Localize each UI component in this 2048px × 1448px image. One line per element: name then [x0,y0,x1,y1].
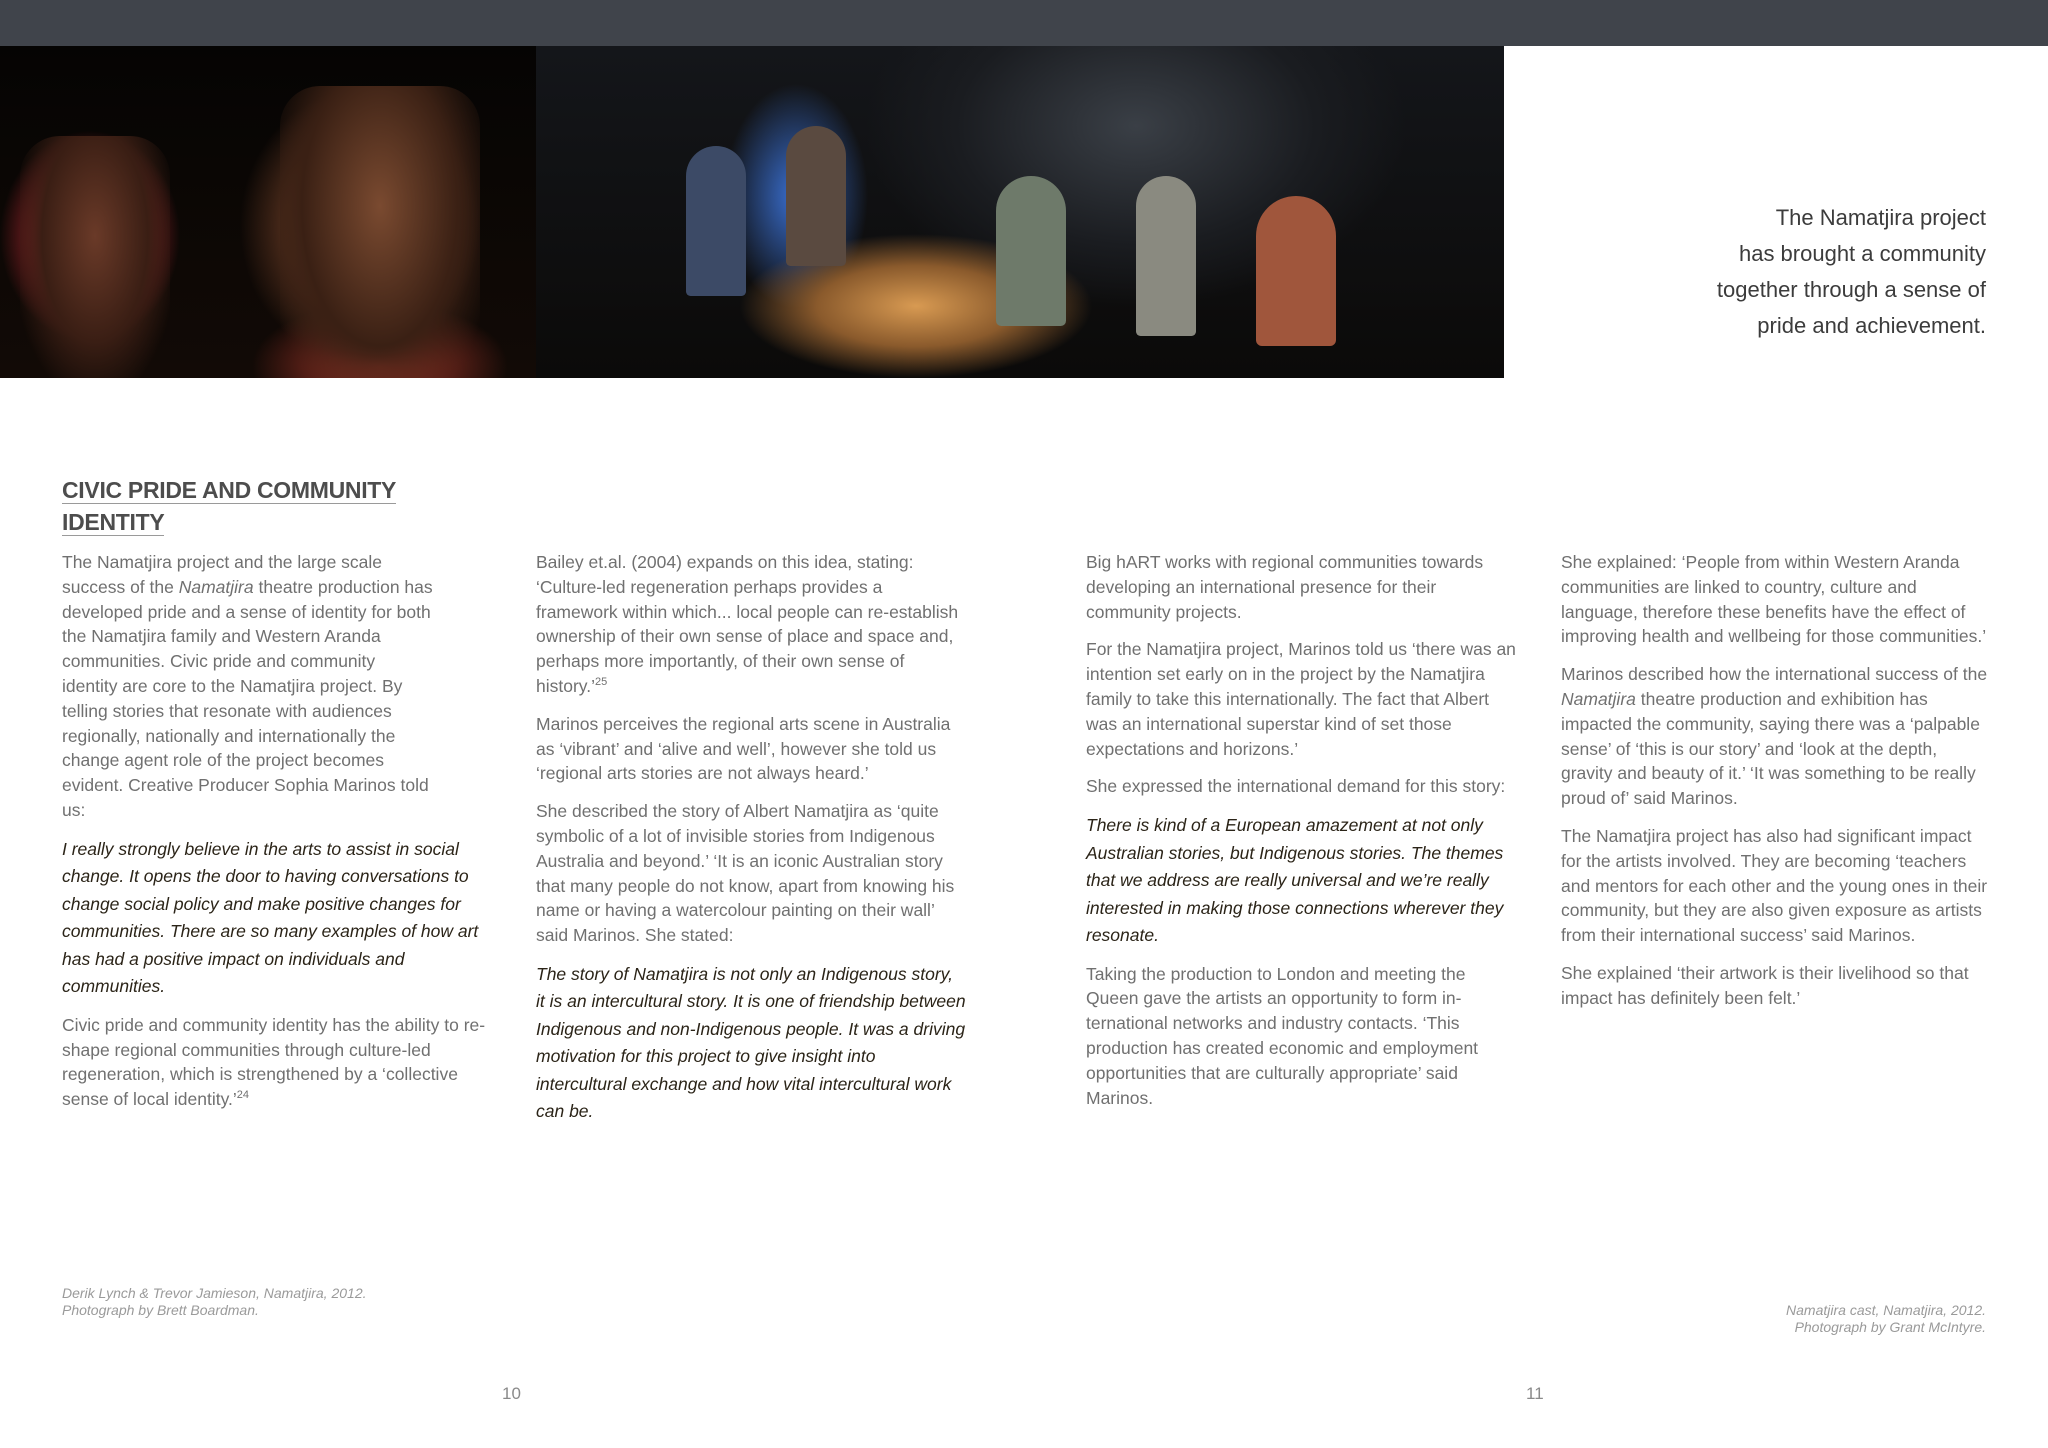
caption-line: Derik Lynch & Trevor Jamieson, Namatjira, 2012. [62,1285,367,1301]
caption-line: Namatjira cast, Namatjira, 2012. [1786,1302,1986,1318]
pull-quote-line: The Namatjira project [1775,205,1986,230]
text-run: theatre production and exhibition has impacted the community, saying there was a ‘palpable sense’ of ‘this is our story’ and ‘look at the depth, gravity and beauty of it.’ ‘It was something to be really proud of’ said Marinos. [1561,688,1980,809]
footnote-ref: 24 [236,1089,250,1102]
figure-cast-1 [686,146,746,296]
column-3 [1086,550,1518,1123]
quote-namatjira-story: The story of Namatjira is not only an Indigenous story, it is an intercultural story. It is one of friendship between Indigenous and non-Indigenous people. It was a driving motivation for this project to give insight into intercultural exchange and how vital intercultural work can be. [536,963,966,1122]
section-title-line: IDENTITY [62,509,165,535]
paragraph [62,550,434,823]
page-number-left: 10 [502,1384,521,1403]
text-run: Bailey et.al. (2004) expands on this idea, stating: ‘Culture-led regeneration perhaps provides a framework within which... local people can re-establish ownership of their own sense of place and space and, perhaps more importantly, of their own sense of history.’ [536,552,959,696]
paragraph: Big hART works with regional communities towards developing an international presence for their community projects. [1086,552,1484,622]
paragraph [536,550,966,699]
pull-quote-line: pride and achievement. [1757,313,1986,338]
figure-woman-headscarf [20,136,170,378]
figure-cast-3 [996,176,1066,326]
top-bar [0,0,2048,46]
paragraph [1561,662,1991,811]
pull-quote-line: has brought a community [1738,241,1986,266]
text-run: The Namatjira project and the large scale success of the [62,552,383,597]
figure-cast-5 [1256,196,1336,346]
paragraph [62,1013,494,1112]
pull-quote-line: together through a sense of [1716,277,1986,302]
paragraph: She described the story of Albert Namatjira as ‘quite symbolic of a lot of invisible stories from Indigenous Australia and beyond.’ ‘It is an iconic Australian story that many people do not know, apart from knowing his name or having a watercolour painting on their wall’ said Marinos. She stated: [536,801,955,946]
text-run: Marinos described how the international success of the [1561,664,1988,685]
figure-cast-2 [786,126,846,266]
caption-line: Photograph by Brett Boardman. [62,1302,259,1318]
text-run: Civic pride and community identity has the ability to re-shape regional communities through culture-led regeneration, which is strengthened by a ‘collective sense of local identity.’ [62,1014,486,1110]
photo-caption-right [1566,1302,1986,1336]
figure-bearded-man [280,86,480,378]
footnote-ref: 25 [595,676,608,689]
quote-marinos: I really strongly believe in the arts to assist in social change. It opens the door to having conversations to change social policy and make positive changes for communities. There are so many examples of how art has had a positive impact on individuals and communities. [62,838,479,997]
paragraph: The Namatjira project has also had significant impact for the artists involved. They are becoming ‘teachers and mentors for each other and the young ones in their community, but they are also given exposure as artists from their international success’ said Marinos. [1561,825,1988,946]
photo-strip [0,46,1504,378]
column-2 [536,550,966,1138]
section-title [62,474,402,538]
paragraph: She expressed the international demand for this story: [1086,776,1506,797]
paragraph: Marinos perceives the regional arts scene in Australia as ‘vibrant’ and ‘alive and well’, however she told us ‘regional arts stories are not always heard.’ [536,713,951,784]
pull-quote [1646,200,1986,344]
emphasis: Namatjira [1561,688,1636,709]
column-1 [62,550,494,1125]
photo-derik-trevor [0,46,536,378]
figure-cast-4 [1136,176,1196,336]
photo-caption-left [62,1285,482,1319]
column-4 [1561,550,1991,1024]
caption-line: Photograph by Grant McIntyre. [1794,1319,1986,1335]
paragraph: She explained ‘their artwork is their livelihood so that impact has definitely been felt.’ [1561,962,1969,1008]
photo-namatjira-cast [536,46,1504,378]
page-number-right: 11 [1526,1384,1544,1403]
text-run: theatre production has developed pride and a sense of identity for both the Namatjira family and Western Aranda communities. Civic pride and community identity are core to the Namatjira project. By telling stories that resonate with audiences regionally, nationally and internationally the change agent role of the project becomes evident. Creative Producer Sophia Marinos told us: [62,576,433,820]
paragraph: Taking the production to London and meeting the Queen gave the artists an opportunity to form in-ternational networks and industry contacts. ‘This production has created economic and employment opportunities that are culturally appropriate’ said Marinos. [1086,963,1479,1108]
emphasis: Namatjira [178,576,254,597]
paragraph: For the Namatjira project, Marinos told us ‘there was an intention set early on in the project by the Namatjira family to take this internationally. The fact that Albert was an international superstar kind of set those expectations and horizons.’ [1086,639,1516,759]
quote-european-amazement: There is kind of a European amazement at not only Australian stories, but Indigenous stories. The themes that we address are really universal and we’re really interested in making those connections wherever they resonate. [1086,815,1504,946]
paragraph: She explained: ‘People from within Western Aranda communities are linked to country, culture and language, therefore these benefits have the effect of improving health and wellbeing for those communities.’ [1561,552,1987,647]
section-title-line: CIVIC PRIDE AND COMMUNITY [62,477,397,503]
